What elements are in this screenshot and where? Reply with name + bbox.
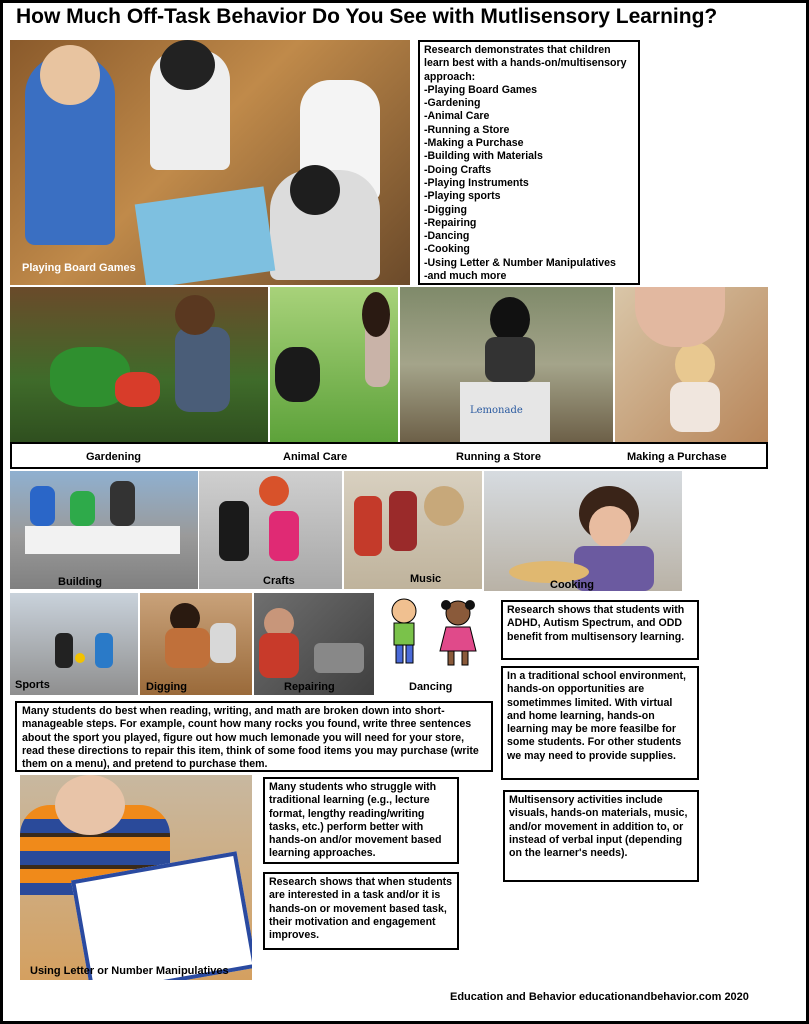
photo-sports bbox=[10, 593, 138, 695]
label-animal-care: Animal Care bbox=[283, 451, 348, 463]
intro-box bbox=[418, 40, 640, 285]
caption-music: Music bbox=[410, 573, 442, 585]
caption-digging: Digging bbox=[146, 681, 187, 693]
intro-lead: Research demonstrates that children learn best with a hands-on/multisensory approach: bbox=[424, 44, 627, 83]
caption-dancing: Dancing bbox=[409, 681, 453, 693]
photo-gardening bbox=[10, 287, 268, 442]
photo-board-games bbox=[10, 40, 410, 285]
activity-list-item: -Running a Store bbox=[424, 123, 510, 136]
photo-repairing bbox=[254, 593, 374, 695]
photo-building bbox=[10, 471, 198, 589]
steps-box: Many students do best when reading, writing, and math are broken down into short-manageable steps. For example, count how many rocks you found, write three sentences about the sport you played, figure out how much lemonade you will need for your store, read these directions to repair this item, think of some food items you may purchase (write them on a menu), and pretend to purchase them. bbox=[15, 701, 493, 772]
activity-list-item: -Animal Care bbox=[424, 110, 490, 123]
photo-animal-care bbox=[270, 287, 398, 442]
activity-list-item: -Building with Materials bbox=[424, 150, 543, 163]
interest-box: Research shows that when students are interested in a task and/or it is hands-on or movement based task, their motivation and engagement improves. bbox=[263, 872, 459, 950]
activity-list-item: -Playing Board Games bbox=[424, 83, 538, 96]
photo-crafts bbox=[199, 471, 342, 589]
photo-running-store bbox=[400, 287, 613, 442]
activity-list-item: -Digging bbox=[424, 203, 467, 216]
adhd-box: Research shows that students with ADHD, Autism Spectrum, and ODD benefit from multisensory learning. bbox=[501, 600, 699, 660]
photo-cooking bbox=[484, 471, 682, 591]
dancing-kids-illustration bbox=[376, 593, 496, 673]
activity-list-item: -Cooking bbox=[424, 243, 470, 256]
photo-music bbox=[344, 471, 482, 589]
activity-list-item: -Making a Purchase bbox=[424, 137, 524, 150]
caption-building: Building bbox=[58, 576, 102, 588]
school-box: In a traditional school environment, hands-on opportunities are sometimmes limited. With virtual and home learning, hands-on learning may be more feasilbe for some students. For other students we may need to provide supplies. bbox=[501, 666, 699, 780]
activity-list-item: -Playing Instruments bbox=[424, 176, 529, 189]
activity-list-item: -Doing Crafts bbox=[424, 163, 492, 176]
illustration-dancing bbox=[376, 593, 496, 695]
caption-repairing: Repairing bbox=[284, 681, 335, 693]
activity-label-bar bbox=[10, 442, 768, 469]
struggle-box: Many students who struggle with traditional learning (e.g., lecture format, lengthy reading/writing tasks, etc.) perform better with hands-on and/or movement based learning approaches. bbox=[263, 777, 459, 864]
caption-manipulatives: Using Letter or Number Manipulatives bbox=[30, 965, 229, 977]
caption-crafts: Crafts bbox=[263, 575, 295, 587]
label-gardening: Gardening bbox=[86, 451, 142, 463]
page-title: How Much Off-Task Behavior Do You See with Mutlisensory Learning? bbox=[16, 5, 718, 28]
caption-board-games: Playing Board Games bbox=[22, 262, 136, 274]
caption-cooking: Cooking bbox=[550, 579, 594, 591]
activity-list-item: -Repairing bbox=[424, 216, 477, 229]
photo-making-purchase bbox=[615, 287, 768, 442]
activity-list-item: -Playing sports bbox=[424, 190, 501, 203]
activity-list-item: -Gardening bbox=[424, 97, 481, 110]
label-making-purchase: Making a Purchase bbox=[627, 451, 727, 463]
lemonade-sign-text: Lemonade bbox=[470, 405, 523, 416]
caption-sports: Sports bbox=[15, 679, 50, 691]
multisensory-box: Multisensory activities include visuals, hands-on materials, music, and/or movement in addition to, or instead of verbal input (depending on the learner's needs). bbox=[503, 790, 699, 882]
activity-list-item: -Dancing bbox=[424, 230, 470, 243]
activity-list bbox=[424, 84, 634, 283]
photo-manipulatives bbox=[20, 775, 252, 980]
photo-digging bbox=[140, 593, 252, 695]
activity-list-item: -and much more bbox=[424, 270, 507, 283]
activity-list-item: -Using Letter & Number Manipulatives bbox=[424, 256, 616, 269]
label-running-store: Running a Store bbox=[456, 451, 541, 463]
footer-credit: Education and Behavior educationandbehavior.com 2020 bbox=[450, 991, 749, 1003]
